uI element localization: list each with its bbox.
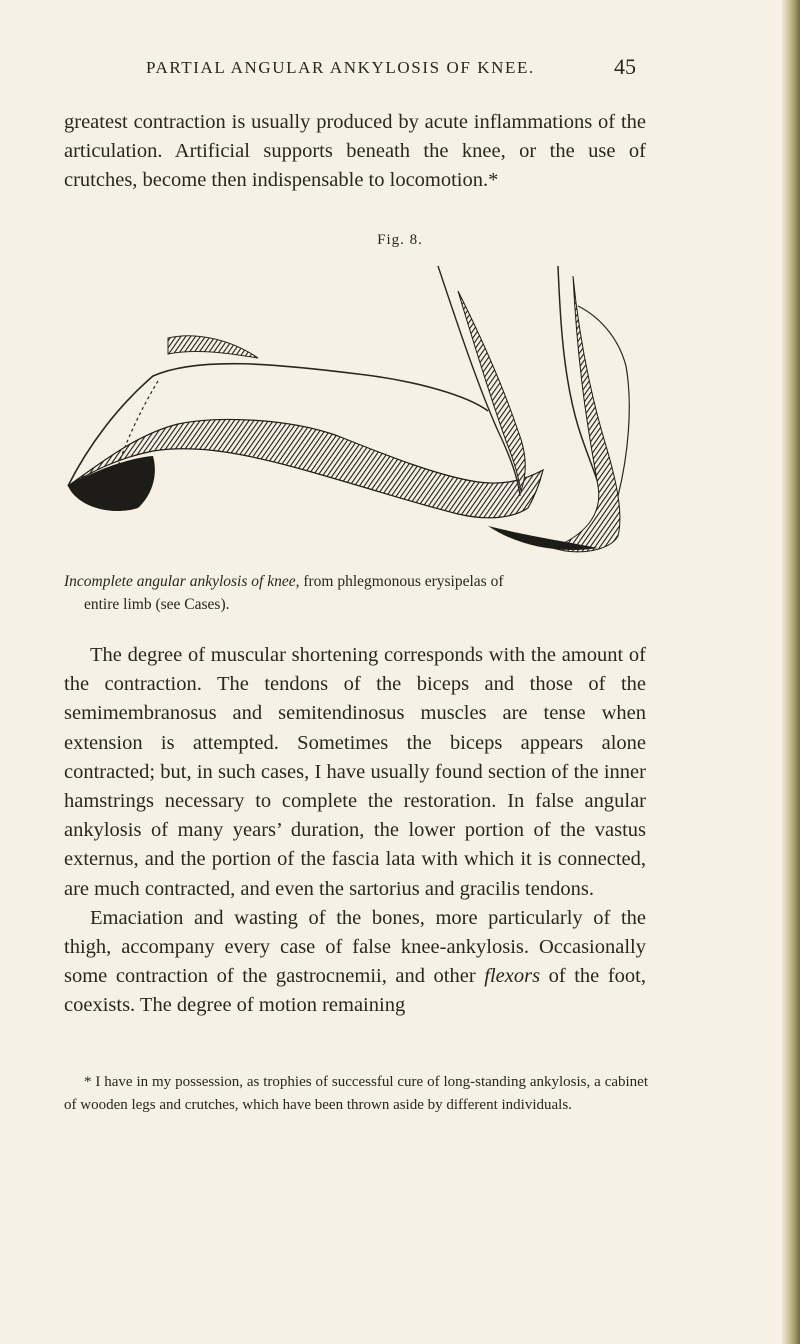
shin-outline (438, 266, 520, 496)
paragraph-3 (64, 904, 646, 1021)
page-header (0, 54, 800, 88)
hip-hatching (168, 336, 258, 358)
figure-label: Fig. 8. (377, 232, 423, 248)
paragraph-3-tail: of the foot, coexists. The degree of motion remaining (64, 965, 646, 1017)
paragraph-continuation (64, 108, 646, 196)
footnote (64, 1071, 648, 1117)
buttock-shading (68, 456, 155, 511)
page-edge (782, 0, 800, 1344)
paragraph-3-italic: flexors (484, 965, 541, 988)
paragraph-3-lead: Emaciation and wasting of the bones, more particularly of the thigh, accompany every case of false knee-ankylosis. Occasionally some contraction of the gastrocnemii, and other (64, 906, 646, 988)
main-text (64, 641, 646, 1021)
right-leg-shading (553, 276, 620, 552)
figure-caption (64, 570, 648, 616)
caption-continuation: entire limb (see Cases). (84, 596, 230, 613)
shin-shading (458, 291, 525, 491)
footnote-text: * I have in my possession, as trophies of successful cure of long-standing ankylosis, a cabinet of wooden legs and crutches, which have been thrown aside by different individuals. (64, 1074, 648, 1113)
leg-illustration (58, 246, 648, 556)
caption-italic: Incomplete angular ankylosis of knee, (64, 573, 300, 590)
running-title: PARTIAL ANGULAR ANKYLOSIS OF KNEE. (146, 58, 535, 77)
paragraph-1: greatest contraction is usually produced by acute inflammations of the articulation. Artificial supports beneath the knee, or the use of crutches, become then indispensable to locomotion.* (64, 111, 646, 192)
paragraph-2: The degree of muscular shortening corresponds with the amount of the contraction. The tendons of the biceps and those of the semimembranosus and semitendinosus muscles are tense when extension is attempted. Sometimes the biceps appears alone contracted; but, in such cases, I have usually found section of the inner hamstrings necessary to complete the restoration. In false angular ankylosis of many years’ duration, the lower portion of the vastus externus, and the portion of the fascia lata with which it is connected, are much contracted, and even the sartorius and gracilis tendons. (64, 644, 646, 900)
caption-rest: from phlegmonous erysipelas of (299, 573, 504, 590)
page-number: 45 (614, 54, 636, 79)
